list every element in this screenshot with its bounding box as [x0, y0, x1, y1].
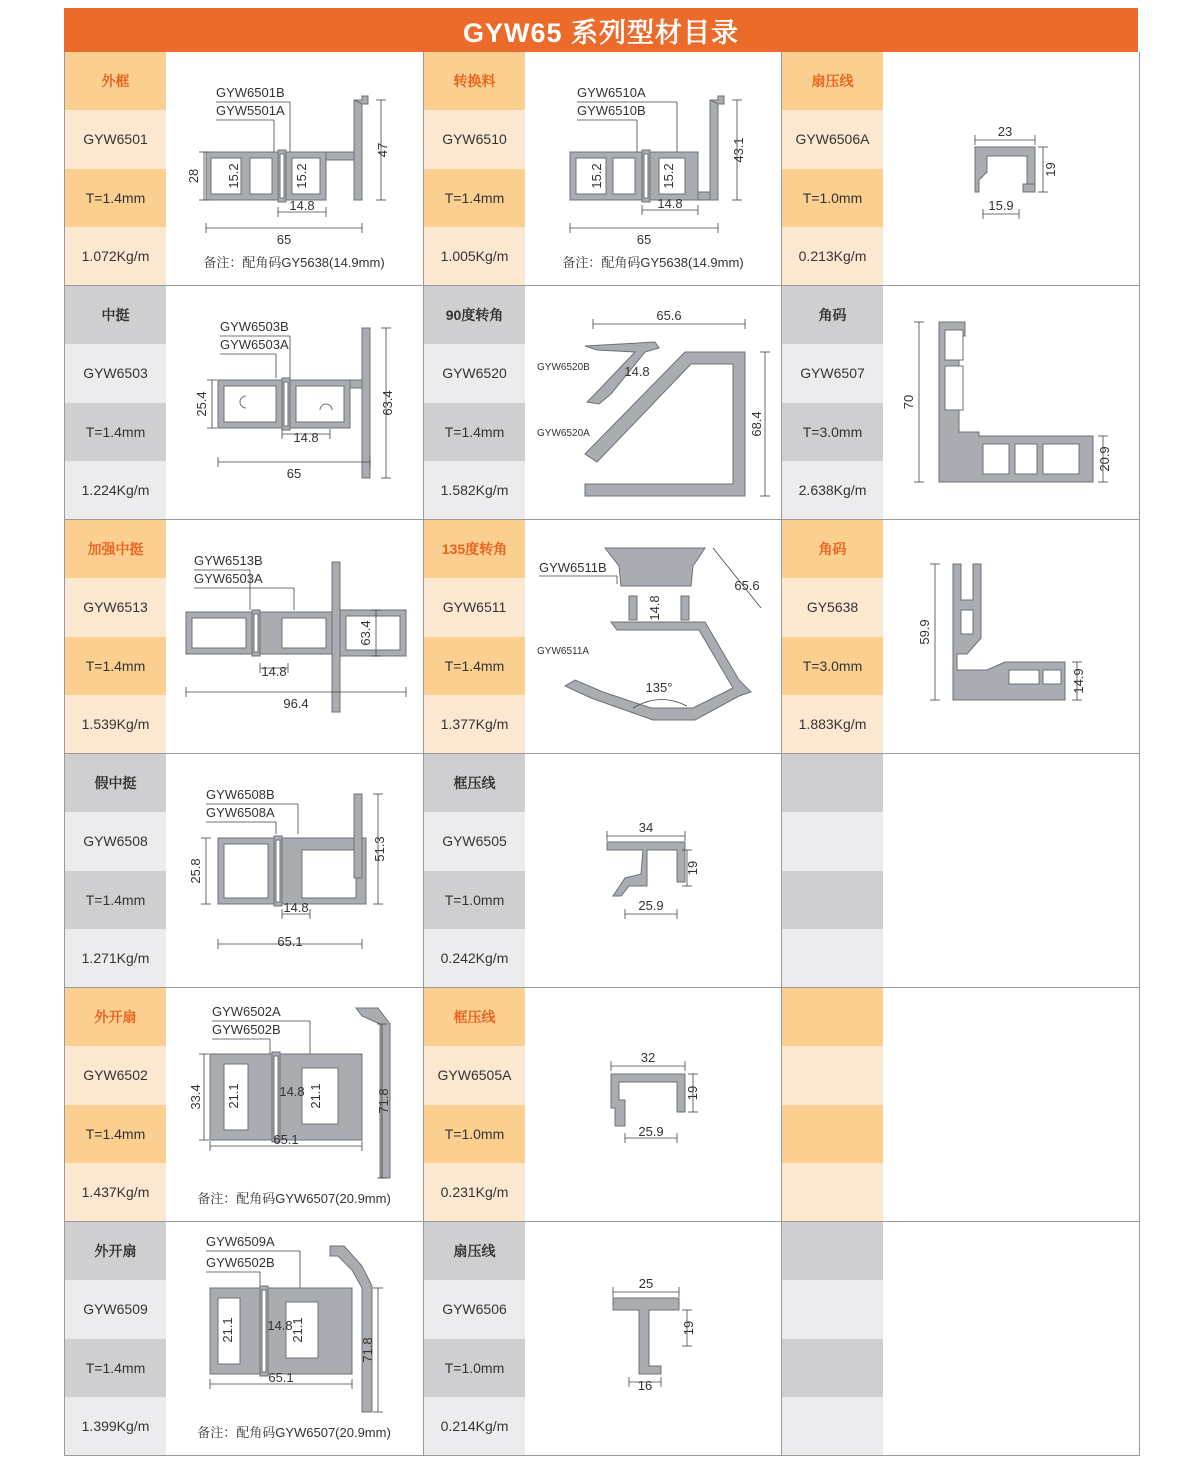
profile-drawing — [525, 988, 781, 1221]
dimension-label: 65.1 — [277, 934, 303, 949]
dimension-label: 14.8 — [283, 900, 309, 915]
catalog-row — [65, 754, 1139, 988]
profile-drawing — [883, 1222, 1139, 1455]
profile-drawing — [525, 52, 781, 285]
profile-cell — [65, 286, 423, 519]
profile-weight: 1.582Kg/m — [424, 461, 525, 519]
profile-cavity — [282, 618, 326, 648]
dimension-label: 70 — [901, 394, 916, 410]
profile-code: GYW6505 — [424, 812, 525, 870]
profile-section-diagram — [525, 520, 781, 753]
dimension-label: 25.9 — [638, 898, 664, 913]
dimension-label: 65.1 — [273, 1132, 299, 1147]
profile-cell — [423, 520, 782, 753]
catalog-row — [65, 52, 1139, 286]
dimension-label: 21.1 — [290, 1317, 305, 1343]
catalog-row — [65, 286, 1139, 520]
profile-drawing — [166, 988, 422, 1221]
dimension-label: 25.8 — [188, 858, 203, 884]
profile-info — [424, 754, 525, 987]
profile-section-diagram — [166, 286, 422, 519]
profile-section-diagram — [166, 754, 422, 987]
profile-drawing — [166, 1222, 422, 1455]
profile-code: GYW6506A — [782, 110, 883, 168]
dimension-label: 20.9 — [1097, 446, 1112, 472]
dimension-label: GYW6502B — [212, 1022, 281, 1037]
profile-thickness: T=1.4mm — [65, 1339, 166, 1397]
profile-weight — [782, 1397, 883, 1455]
dimension-label: 14.8 — [261, 664, 287, 679]
profile-code: GYW6508 — [65, 812, 166, 870]
dimension-label: GYW6509A — [206, 1234, 275, 1249]
profile-info — [65, 52, 166, 285]
profile-shape — [565, 622, 751, 720]
profile-name: 扇压线 — [782, 52, 883, 110]
profile-thickness: T=1.0mm — [424, 1105, 525, 1163]
dimension-label: 14.8 — [624, 364, 650, 379]
profile-weight: 0.213Kg/m — [782, 227, 883, 285]
catalog-row — [65, 988, 1139, 1222]
profile-shape — [613, 1298, 679, 1374]
profile-name: 外开扇 — [65, 1222, 166, 1280]
profile-name: 角码 — [782, 286, 883, 344]
profile-thickness: T=1.4mm — [65, 871, 166, 929]
profile-name: 角码 — [782, 520, 883, 578]
profile-code — [782, 812, 883, 870]
profile-cavity — [280, 154, 284, 198]
profile-info — [782, 988, 883, 1221]
profile-code — [782, 1046, 883, 1104]
dimension-label: 21.1 — [220, 1317, 235, 1343]
profile-thickness: T=1.4mm — [65, 1105, 166, 1163]
profile-info — [65, 1222, 166, 1455]
dimension-label: 19 — [685, 1085, 700, 1101]
dimension-label: 14.8 — [289, 198, 315, 213]
profile-cell — [423, 52, 782, 285]
profile-cell — [423, 754, 782, 987]
profile-section-diagram — [883, 1222, 1139, 1455]
profile-info — [65, 754, 166, 987]
profile-info — [424, 988, 525, 1221]
profile-code: GY5638 — [782, 578, 883, 636]
dimension-label: GYW6511A — [537, 646, 590, 657]
profile-code: GYW6503 — [65, 344, 166, 402]
profile-cavity — [1015, 444, 1037, 474]
profile-name: 中挺 — [65, 286, 166, 344]
profile-section-diagram — [525, 988, 781, 1221]
profile-section-diagram — [166, 52, 422, 285]
dimension-label: 32 — [640, 1050, 656, 1065]
profile-cell — [423, 286, 782, 519]
dimension-label: 25 — [638, 1276, 654, 1291]
profile-code: GYW6501 — [65, 110, 166, 168]
profile-weight — [782, 929, 883, 987]
profile-drawing — [883, 286, 1139, 519]
dimension-label: GYW6510A — [577, 85, 646, 100]
dimension-label: 34 — [638, 820, 654, 835]
profile-cavity — [250, 158, 272, 194]
profile-weight: 1.399Kg/m — [65, 1397, 166, 1455]
profile-section-diagram — [525, 754, 781, 987]
dimension-label: GYW6503A — [220, 337, 289, 352]
profile-thickness: T=1.4mm — [424, 403, 525, 461]
profile-drawing — [166, 52, 422, 285]
profile-section-diagram — [525, 286, 781, 519]
dimension-label: GYW6503B — [220, 319, 289, 334]
profile-cell — [65, 520, 423, 753]
profile-info — [782, 754, 883, 987]
profile-cavity — [224, 844, 268, 898]
profile-cell — [781, 52, 1140, 285]
dimension-label: 63.4 — [380, 390, 395, 416]
profile-drawing — [166, 520, 422, 753]
profile-cell — [65, 988, 423, 1221]
profile-info — [424, 52, 525, 285]
profile-info — [65, 988, 166, 1221]
dimension-label: 14.8 — [279, 1084, 305, 1099]
profile-shape — [585, 352, 745, 496]
dimension-label: GYW6503A — [194, 571, 263, 586]
dimension-label: 14.8 — [647, 595, 662, 621]
profile-cavity — [1009, 670, 1039, 684]
dimension-label: 47 — [375, 142, 390, 158]
dimension-label: 21.1 — [308, 1083, 323, 1109]
profile-shape — [698, 192, 710, 200]
profile-code — [782, 1280, 883, 1338]
profile-shape — [681, 596, 689, 620]
profile-name: 框压线 — [424, 988, 525, 1046]
profile-cavity — [983, 444, 1009, 474]
profile-cell — [781, 520, 1140, 753]
profile-code: GYW6509 — [65, 1280, 166, 1338]
profile-section-diagram — [166, 520, 422, 753]
profile-section-diagram — [883, 754, 1139, 987]
profile-info — [782, 52, 883, 285]
profile-cavity — [284, 382, 288, 426]
profile-cavity — [945, 330, 963, 360]
profile-drawing — [525, 520, 781, 753]
profile-section-diagram — [166, 1222, 422, 1455]
profile-weight: 2.638Kg/m — [782, 461, 883, 519]
profile-cavity — [224, 386, 276, 422]
dimension-label: GYW6508B — [206, 787, 275, 802]
profile-drawing — [166, 286, 422, 519]
profile-cavity — [296, 386, 344, 422]
dimension-label: 65 — [286, 466, 302, 481]
profile-cell — [781, 988, 1140, 1221]
profile-thickness: T=1.0mm — [782, 169, 883, 227]
profile-cell — [65, 754, 423, 987]
profile-section-diagram — [883, 988, 1139, 1221]
profile-name: 90度转角 — [424, 286, 525, 344]
dimension-label: GYW6520B — [537, 362, 590, 373]
profile-drawing — [883, 988, 1139, 1221]
dimension-label: 19 — [1043, 162, 1058, 177]
profile-shape — [607, 842, 685, 896]
profile-shape — [354, 100, 362, 200]
profile-thickness: T=3.0mm — [782, 637, 883, 695]
dimension-label: GYW6510B — [577, 103, 646, 118]
profile-cavity — [262, 1290, 266, 1372]
profile-cell — [781, 1222, 1140, 1455]
profile-weight: 1.072Kg/m — [65, 227, 166, 285]
profile-info — [424, 1222, 525, 1455]
profile-section-diagram — [166, 988, 422, 1221]
profile-name: 外框 — [65, 52, 166, 110]
profile-cell — [423, 1222, 782, 1455]
catalog-title: GYW65 系列型材目录 — [64, 8, 1138, 52]
catalog-row — [65, 520, 1139, 754]
profile-name: 转换料 — [424, 52, 525, 110]
dimension-label: 28 — [186, 168, 201, 184]
dimension-label: 15.2 — [226, 163, 241, 189]
dimension-label: 43.1 — [731, 137, 746, 163]
dimension-label: 65.6 — [734, 578, 760, 593]
profile-weight — [782, 1163, 883, 1221]
profile-code: GYW6511 — [424, 578, 525, 636]
profile-code: GYW6505A — [424, 1046, 525, 1104]
dimension-label: GYW6508A — [206, 805, 275, 820]
profile-shape — [362, 328, 370, 478]
profile-thickness: T=1.4mm — [65, 403, 166, 461]
profile-section-diagram — [525, 52, 781, 285]
catalog-row — [65, 1222, 1139, 1456]
dimension-label: 33.4 — [188, 1084, 203, 1110]
profile-name — [782, 754, 883, 812]
dimension-label: 14.8 — [657, 196, 683, 211]
profile-info — [65, 286, 166, 519]
profile-note: 备注：配角码GY5638(14.9mm) — [203, 255, 385, 270]
dimension-label: 19 — [681, 1320, 696, 1336]
profile-shape — [710, 100, 718, 200]
profile-cavity — [302, 850, 356, 898]
profile-code: GYW6502 — [65, 1046, 166, 1104]
dimension-label: 25.9 — [638, 1124, 664, 1139]
profile-cavity — [1043, 670, 1061, 684]
profile-weight: 0.231Kg/m — [424, 1163, 525, 1221]
profile-thickness: T=1.4mm — [424, 169, 525, 227]
profile-cavity — [192, 618, 246, 648]
profile-shape — [629, 596, 637, 620]
profile-name: 假中挺 — [65, 754, 166, 812]
dimension-label: 15.9 — [988, 198, 1014, 213]
dimension-label: 19 — [685, 860, 700, 876]
dimension-label: GYW6513B — [194, 553, 263, 568]
profile-drawing — [525, 286, 781, 519]
dimension-label: GYW6520A — [537, 428, 590, 439]
profile-cavity — [644, 154, 648, 198]
profile-name: 扇压线 — [424, 1222, 525, 1280]
profile-thickness: T=1.4mm — [65, 169, 166, 227]
profile-shape — [326, 152, 354, 160]
dimension-label: 71.8 — [376, 1088, 391, 1114]
profile-grid — [64, 52, 1140, 1456]
profile-info — [782, 1222, 883, 1455]
profile-cell — [781, 286, 1140, 519]
profile-thickness: T=1.0mm — [424, 871, 525, 929]
profile-weight: 0.242Kg/m — [424, 929, 525, 987]
profile-section-diagram — [883, 286, 1139, 519]
dimension-label: GYW6511B — [539, 560, 607, 575]
profile-drawing — [883, 520, 1139, 753]
profile-weight: 1.377Kg/m — [424, 695, 525, 753]
dimension-label: 65.1 — [268, 1370, 294, 1385]
profile-note: 备注：配角码GY5638(14.9mm) — [562, 255, 744, 270]
profile-shape — [611, 1074, 685, 1126]
profile-cavity — [254, 614, 258, 652]
profile-shape — [605, 548, 705, 586]
dimension-label: 14.8 — [267, 1318, 293, 1333]
profile-weight: 1.271Kg/m — [65, 929, 166, 987]
dimension-label: 68.4 — [749, 411, 764, 437]
profile-section-diagram — [525, 1222, 781, 1455]
profile-shape — [350, 380, 362, 388]
profile-weight: 1.224Kg/m — [65, 461, 166, 519]
profile-code: GYW6506 — [424, 1280, 525, 1338]
profile-drawing — [166, 754, 422, 987]
profile-cavity — [961, 610, 973, 634]
profile-name: 外开扇 — [65, 988, 166, 1046]
profile-weight: 1.883Kg/m — [782, 695, 883, 753]
profile-drawing — [883, 754, 1139, 987]
profile-thickness: T=1.4mm — [65, 637, 166, 695]
dimension-label: 65.6 — [656, 308, 682, 323]
profile-info — [65, 520, 166, 753]
profile-code: GYW6520 — [424, 344, 525, 402]
profile-info — [424, 520, 525, 753]
profile-thickness — [782, 871, 883, 929]
profile-drawing — [525, 754, 781, 987]
profile-shape — [1023, 184, 1035, 192]
profile-shape — [332, 562, 340, 712]
dimension-label: GYW6502B — [206, 1255, 275, 1270]
profile-thickness: T=1.0mm — [424, 1339, 525, 1397]
profile-name: 框压线 — [424, 754, 525, 812]
profile-cell — [65, 52, 423, 285]
profile-cell — [423, 988, 782, 1221]
profile-drawing — [525, 1222, 781, 1455]
profile-cavity — [346, 616, 400, 650]
dimension-label: 23 — [997, 124, 1013, 139]
profile-drawing — [883, 52, 1139, 285]
profile-shape — [354, 794, 362, 878]
dimension-label: 135° — [645, 680, 673, 695]
dimension-label: 65 — [276, 232, 292, 247]
dimension-label: GYW5501A — [216, 103, 285, 118]
dimension-label: 14.8 — [293, 430, 319, 445]
dimension-label: 96.4 — [283, 696, 309, 711]
dimension-label: GYW6501B — [216, 85, 285, 100]
dimension-label: 15.2 — [661, 163, 676, 189]
profile-cavity — [945, 366, 963, 410]
dimension-label: 51.3 — [372, 836, 387, 862]
profile-info — [424, 286, 525, 519]
profile-thickness: T=3.0mm — [782, 403, 883, 461]
profile-cavity — [276, 840, 280, 902]
profile-info — [782, 286, 883, 519]
dimension-label: GYW6502A — [212, 1004, 281, 1019]
dimension-label: 59.9 — [917, 619, 932, 645]
profile-section-diagram — [883, 520, 1139, 753]
dimension-label: 25.4 — [194, 391, 209, 417]
profile-weight: 1.437Kg/m — [65, 1163, 166, 1221]
dimension-label: 65 — [636, 232, 652, 247]
profile-weight: 1.539Kg/m — [65, 695, 166, 753]
profile-cavity — [613, 158, 635, 194]
profile-thickness: T=1.4mm — [424, 637, 525, 695]
profile-code: GYW6513 — [65, 578, 166, 636]
profile-cavity — [1043, 444, 1079, 474]
dimension-label: 14.9 — [1071, 668, 1086, 694]
profile-name: 135度转角 — [424, 520, 525, 578]
dimension-label: 71.8 — [360, 1337, 375, 1363]
profile-thickness — [782, 1339, 883, 1397]
dimension-label: 16 — [637, 1378, 653, 1393]
profile-name — [782, 988, 883, 1046]
profile-cell — [65, 1222, 423, 1455]
profile-name — [782, 1222, 883, 1280]
dimension-label: 15.2 — [294, 163, 309, 189]
dimension-label: 15.2 — [589, 163, 604, 189]
profile-weight: 1.005Kg/m — [424, 227, 525, 285]
profile-cavity — [274, 1056, 278, 1138]
dimension-label: 63.4 — [358, 620, 373, 646]
profile-note: 备注：配角码GYW6507(20.9mm) — [197, 1425, 391, 1440]
dimension-label: 21.1 — [226, 1083, 241, 1109]
profile-name: 加强中挺 — [65, 520, 166, 578]
profile-cell — [781, 754, 1140, 987]
catalog-page — [64, 8, 1138, 1440]
profile-thickness — [782, 1105, 883, 1163]
profile-weight: 0.214Kg/m — [424, 1397, 525, 1455]
profile-note: 备注：配角码GYW6507(20.9mm) — [197, 1191, 391, 1206]
profile-code: GYW6507 — [782, 344, 883, 402]
profile-info — [782, 520, 883, 753]
profile-code: GYW6510 — [424, 110, 525, 168]
profile-section-diagram — [883, 52, 1139, 285]
